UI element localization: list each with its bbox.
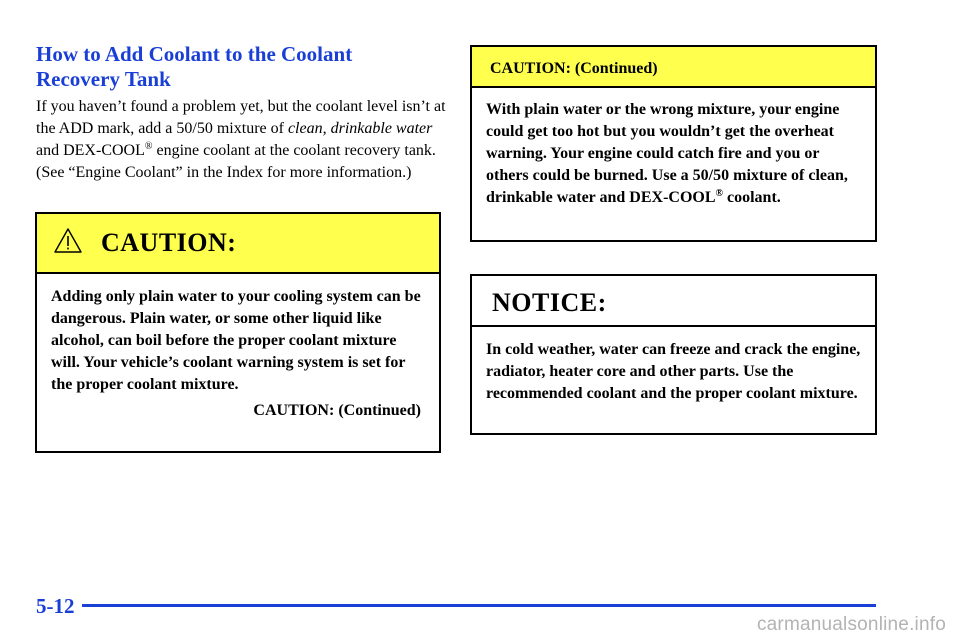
intro-text-3: engine coolant at the coolant recovery tank. (See “Engine Coolant” in the Index for more information.) — [36, 142, 436, 181]
watermark: carmanualsonline.info — [756, 614, 946, 635]
caution-title: CAUTION: — [101, 228, 237, 257]
caution-continued-box — [470, 45, 877, 242]
caution-header — [37, 214, 439, 274]
registered-mark: ® — [144, 141, 153, 152]
notice-box — [470, 274, 877, 435]
caution-text: Adding only plain water to your cooling system can be dangerous. Plain water, or some other liquid like alcohol, can boil before the proper coolant mixture will. Your vehicle’s coolant warning system is set for the proper coolant mixture. — [51, 288, 421, 393]
registered-mark: ® — [715, 188, 723, 199]
intro-italic-text: clean, drinkable water — [287, 120, 433, 137]
caution-continued-header — [472, 47, 875, 88]
footer-rule — [82, 604, 876, 607]
section-heading: How to Add Coolant to the Coolant Recovery Tank — [36, 42, 353, 91]
caution-continued-text-1: With plain water or the wrong mixture, your engine could get too hot but you wouldn’t get the overheat warning. Your engine could catch fire and you or others could be burned. Use a 50/50 mixture of clean, drinkable water and DEX-COOL — [486, 101, 848, 206]
caution-continued-label: CAUTION: (Continued) — [253, 402, 421, 419]
notice-title: NOTICE: — [492, 288, 607, 317]
notice-header — [472, 276, 875, 327]
page-number: 5-12 — [36, 594, 75, 618]
caution-continued-text-2: coolant. — [723, 189, 781, 206]
notice-body: In cold weather, water can freeze and crack the engine, radiator, heater core and other parts. Use the recommended coolant and the proper coolant mixture. — [486, 341, 861, 402]
caution-body — [37, 274, 439, 422]
intro-paragraph — [36, 96, 446, 184]
warning-triangle-icon — [53, 227, 83, 254]
intro-text-2: and DEX-COOL — [36, 142, 145, 159]
caution-continued-title: CAUTION: (Continued) — [490, 60, 658, 77]
intro-text-1: If you haven’t found a problem yet, but the coolant level isn’t at the ADD mark, add a 50/50 mixture of — [36, 98, 446, 137]
caution-continued-body — [472, 88, 875, 209]
caution-box — [35, 212, 441, 453]
